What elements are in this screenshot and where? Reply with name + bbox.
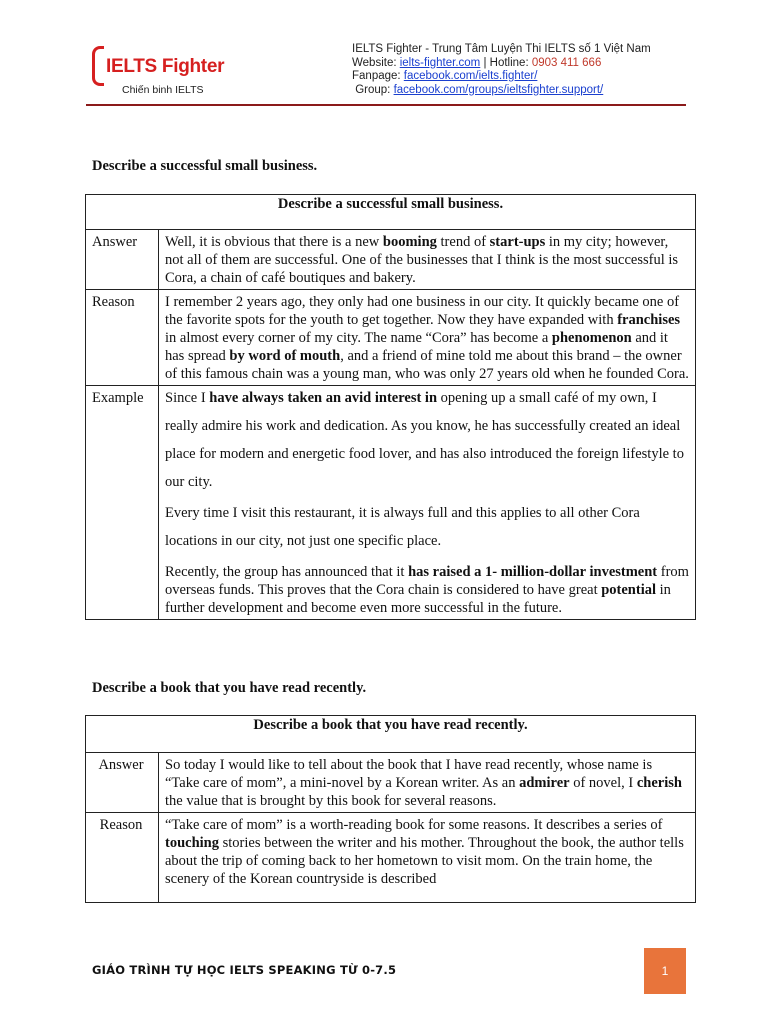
text-run: opening up a small café of my own, I really admire his work and dedication. As you know, he has successfully created an ideal place for modern and energetic food lover, and has also introduced the foreign lifestyle to our city. [165, 390, 684, 490]
logo-bracket-mark [92, 46, 104, 86]
paragraph [165, 499, 689, 555]
text-run: in further development and become even more successful in the future. [165, 582, 671, 616]
bold-phrase: touching [165, 835, 219, 851]
hotline-number: 0903 411 666 [531, 56, 602, 69]
text-run: I remember 2 years ago, they only had one business in our city. It quickly became one of the favorite spots for the youth to get together. Now they have expanded with [165, 294, 680, 328]
ielts-fighter-logo [92, 44, 232, 100]
website-link[interactable]: ielts-fighter.com [399, 56, 481, 69]
row-label-answer: Answer [86, 753, 159, 813]
row-label-example: Example [86, 386, 159, 620]
logo-tagline: Chiến binh IELTS [122, 84, 204, 96]
group-link[interactable]: facebook.com/groups/ieltsfighter.support/ [393, 83, 604, 96]
footer-title: GIÁO TRÌNH TỰ HỌC IELTS SPEAKING TỪ 0-7.5 [92, 963, 397, 977]
text-run: of novel, I [569, 775, 637, 791]
section-heading-business: Describe a successful small business. [92, 158, 318, 174]
website-label: Website: [352, 56, 400, 69]
text-run: Every time I visit this restaurant, it is always full and this applies to all other Cora locations in our city, not just one specific place. [165, 505, 640, 549]
text-run: , and a friend of mine told me about this brand – the owner of this famous chain was a young man, who was only 27 years old when he founded Cora. [165, 348, 689, 382]
contact-line-title: IELTS Fighter - Trung Tâm Luyện Thi IELTS số 1 Việt Nam [352, 43, 651, 55]
text-run: So today I would like to tell about the book that I have read recently, whose name is “Take care of mom”, a mini-novel by a Korean writer. As an [165, 757, 653, 791]
qa-table-book [85, 715, 696, 903]
text-run: in my city; however, not all of them are successful. One of the businesses that I think is the most successful is Cora, a chain of café boutiques and bakery. [165, 234, 679, 286]
text-run: and it has spread [165, 330, 668, 364]
bold-phrase: start-ups [489, 234, 546, 250]
text-run: Since I [165, 390, 210, 406]
row-label-reason: Reason [86, 813, 159, 903]
bold-phrase: phenomenon [551, 330, 632, 346]
contact-line-website [352, 57, 651, 71]
fanpage-link[interactable]: facebook.com/ielts.fighter/ [403, 70, 538, 82]
text-run: Well, it is obvious that there is a new [165, 234, 383, 250]
paragraph [165, 293, 689, 383]
row-body-reason [159, 813, 696, 903]
row-body-example [159, 386, 696, 620]
header-divider [86, 104, 686, 106]
contact-line-group [352, 84, 651, 98]
bold-phrase: cherish [636, 775, 682, 791]
bold-phrase: has raised a 1- million-dollar investment [408, 564, 658, 580]
fanpage-label: Fanpage: [352, 70, 404, 82]
bold-phrase: booming [382, 234, 437, 250]
text-run: from overseas funds. This proves that the Cora chain is considered to have great [165, 564, 689, 598]
row-label-answer: Answer [86, 230, 159, 290]
contact-block [352, 43, 651, 97]
text-run: stories between the writer and his mother. Throughout the book, the author tells about the trip of coming back to her hometown to visit mom. On the train home, the scenery of the Korean countryside is described [165, 835, 684, 887]
qa-table-business [85, 194, 696, 620]
row-label-reason: Reason [86, 290, 159, 386]
group-label: Group: [355, 83, 394, 96]
page-number-box [644, 948, 686, 994]
bold-phrase: franchises [617, 312, 681, 328]
text-run: trend of [436, 234, 490, 250]
logo-brand: IELTS Fighter [106, 56, 225, 77]
table-title: Describe a successful small business. [86, 195, 696, 230]
section-heading-book: Describe a book that you have read recently. [92, 680, 367, 696]
paragraph [165, 384, 689, 496]
text-run: in almost every corner of my city. The name “Cora” has become a [165, 330, 552, 346]
row-body-answer [159, 753, 696, 813]
bold-phrase: admirer [519, 775, 570, 791]
row-body-reason [159, 290, 696, 386]
contact-line-fanpage [352, 70, 651, 84]
bold-phrase: have always taken an avid interest in [209, 390, 438, 406]
paragraph [165, 233, 689, 287]
bold-phrase: potential [601, 582, 656, 598]
paragraph [165, 563, 689, 617]
text-run: Recently, the group has announced that it [165, 564, 409, 580]
row-body-answer [159, 230, 696, 290]
paragraph [165, 756, 689, 810]
hotline-label: | Hotline: [480, 56, 532, 69]
text-run: the value that is brought by this book for several reasons. [165, 793, 497, 809]
bold-phrase: by word of mouth [229, 348, 341, 364]
page-number: 1 [661, 964, 669, 978]
text-run: “Take care of mom” is a worth-reading book for some reasons. It describes a series of [165, 817, 663, 833]
table-title: Describe a book that you have read recently. [86, 716, 696, 753]
paragraph [165, 816, 689, 888]
